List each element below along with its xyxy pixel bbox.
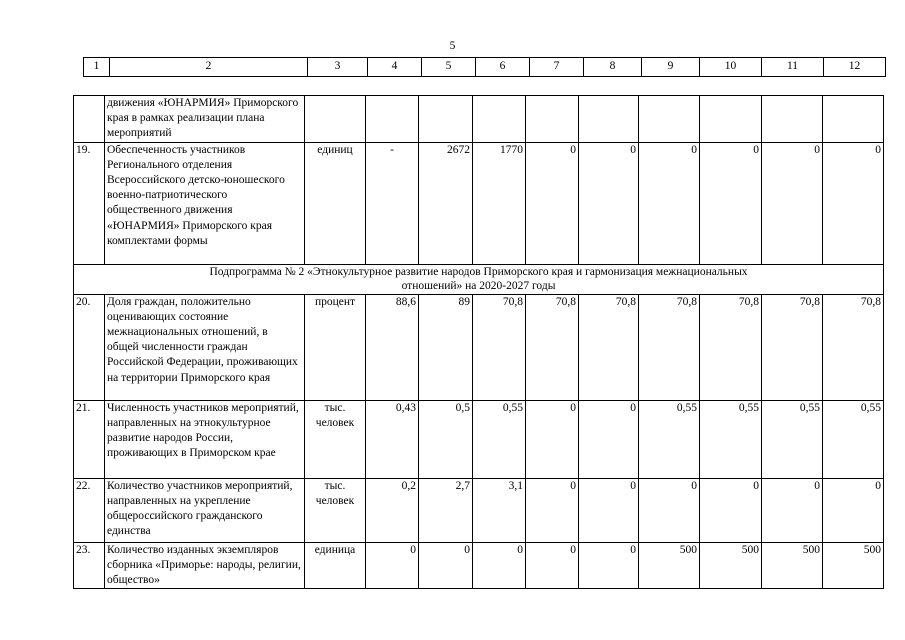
value-cell: 0 xyxy=(700,478,762,542)
value-cell: 0 xyxy=(823,142,884,264)
unit: тыс. человек xyxy=(305,400,366,478)
indicator-name: Количество изданных экземпляров сборника «Приморье: народы, религии, общество» xyxy=(105,542,305,589)
value-cell: 0,55 xyxy=(700,400,762,478)
table-row xyxy=(74,400,884,478)
subprogram-title-text: Подпрограмма № 2 «Этнокультурное развитие народов Приморского края и гармонизация межнациональных отношений» на 2020-2027 годы xyxy=(209,265,748,292)
value-cell: 0,55 xyxy=(473,400,526,478)
value-cell: 1770 xyxy=(473,142,526,264)
value-cell: 70,8 xyxy=(579,294,639,400)
table-row xyxy=(74,294,884,400)
value-cell: 0 xyxy=(639,142,700,264)
value-cell: 70,8 xyxy=(762,294,823,400)
value-cell: 0 xyxy=(579,142,639,264)
col-header-3: 3 xyxy=(308,58,368,77)
value-cell: 0 xyxy=(579,542,639,589)
value-cell: 70,8 xyxy=(526,294,579,400)
row-number xyxy=(74,96,105,143)
indicators-table xyxy=(73,95,884,589)
value-cell: 70,8 xyxy=(700,294,762,400)
value-cell: 0,55 xyxy=(823,400,884,478)
col-header-1: 1 xyxy=(84,58,110,77)
value-cell: 0 xyxy=(579,478,639,542)
unit xyxy=(305,96,366,143)
value-cell: 89 xyxy=(419,294,473,400)
value-cell: 0 xyxy=(526,142,579,264)
value-cell: 0 xyxy=(579,400,639,478)
value-cell: 0 xyxy=(762,478,823,542)
value-cell: 500 xyxy=(823,542,884,589)
value-cell: 2,7 xyxy=(419,478,473,542)
value-cell: - xyxy=(366,142,419,264)
value-cell: 0 xyxy=(762,142,823,264)
value-cell: 0 xyxy=(700,142,762,264)
value-cell: 0 xyxy=(526,542,579,589)
indicator-name: Количество участников мероприятий, направленных на укрепление общероссийского гражданского единства xyxy=(105,478,305,542)
unit: единица xyxy=(305,542,366,589)
value-cell: 500 xyxy=(762,542,823,589)
value-cell xyxy=(823,96,884,143)
subprogram-title xyxy=(74,264,884,294)
column-number-header xyxy=(83,57,886,77)
value-cell: 0 xyxy=(419,542,473,589)
indicator-name: Численность участников мероприятий, направленных на этнокультурное развитие народов России, проживающих в Приморском крае xyxy=(105,400,305,478)
value-cell: 0,5 xyxy=(419,400,473,478)
value-cell: 0,2 xyxy=(366,478,419,542)
value-cell xyxy=(473,96,526,143)
table-row xyxy=(74,96,884,143)
table-row xyxy=(74,542,884,589)
row-number: 20. xyxy=(74,294,105,400)
col-header-12: 12 xyxy=(824,58,886,77)
indicator-name: Обеспеченность участников Регионального отделения Всероссийского детско-юношеского военно-патриотического общественного движения «ЮНАРМИЯ» Приморского края комплектами формы xyxy=(105,142,305,264)
col-header-11: 11 xyxy=(762,58,824,77)
unit: тыс. человек xyxy=(305,478,366,542)
col-header-4: 4 xyxy=(368,58,422,77)
unit: процент xyxy=(305,294,366,400)
value-cell xyxy=(526,96,579,143)
value-cell: 2672 xyxy=(419,142,473,264)
row-number: 21. xyxy=(74,400,105,478)
indicator-name: движения «ЮНАРМИЯ» Приморского края в рамках реализации плана мероприятий xyxy=(105,96,305,143)
value-cell: 70,8 xyxy=(823,294,884,400)
value-cell: 0,55 xyxy=(762,400,823,478)
col-header-5: 5 xyxy=(422,58,476,77)
value-cell: 0,43 xyxy=(366,400,419,478)
page-number: 5 xyxy=(449,40,456,52)
indicator-name: Доля граждан, положительно оценивающих состояние межнациональных отношений, в общей численности граждан Российской Федерации, проживающих на территории Приморского края xyxy=(105,294,305,400)
row-number: 22. xyxy=(74,478,105,542)
value-cell xyxy=(366,96,419,143)
value-cell: 0 xyxy=(473,542,526,589)
value-cell: 0 xyxy=(639,478,700,542)
value-cell xyxy=(579,96,639,143)
col-header-9: 9 xyxy=(642,58,700,77)
value-cell: 88,6 xyxy=(366,294,419,400)
value-cell: 70,8 xyxy=(473,294,526,400)
value-cell: 0 xyxy=(526,478,579,542)
value-cell: 500 xyxy=(700,542,762,589)
col-header-7: 7 xyxy=(530,58,584,77)
value-cell: 0 xyxy=(823,478,884,542)
unit: единиц xyxy=(305,142,366,264)
value-cell: 0 xyxy=(366,542,419,589)
value-cell: 500 xyxy=(639,542,700,589)
value-cell xyxy=(639,96,700,143)
value-cell: 70,8 xyxy=(639,294,700,400)
row-number: 23. xyxy=(74,542,105,589)
value-cell xyxy=(700,96,762,143)
row-number: 19. xyxy=(74,142,105,264)
col-header-2: 2 xyxy=(110,58,308,77)
col-header-6: 6 xyxy=(476,58,530,77)
col-header-10: 10 xyxy=(700,58,762,77)
value-cell: 0,55 xyxy=(639,400,700,478)
table-row xyxy=(74,478,884,542)
value-cell xyxy=(419,96,473,143)
value-cell: 0 xyxy=(526,400,579,478)
subprogram-row xyxy=(74,264,884,294)
value-cell xyxy=(762,96,823,143)
col-header-8: 8 xyxy=(584,58,642,77)
value-cell: 3,1 xyxy=(473,478,526,542)
table-row xyxy=(74,142,884,264)
